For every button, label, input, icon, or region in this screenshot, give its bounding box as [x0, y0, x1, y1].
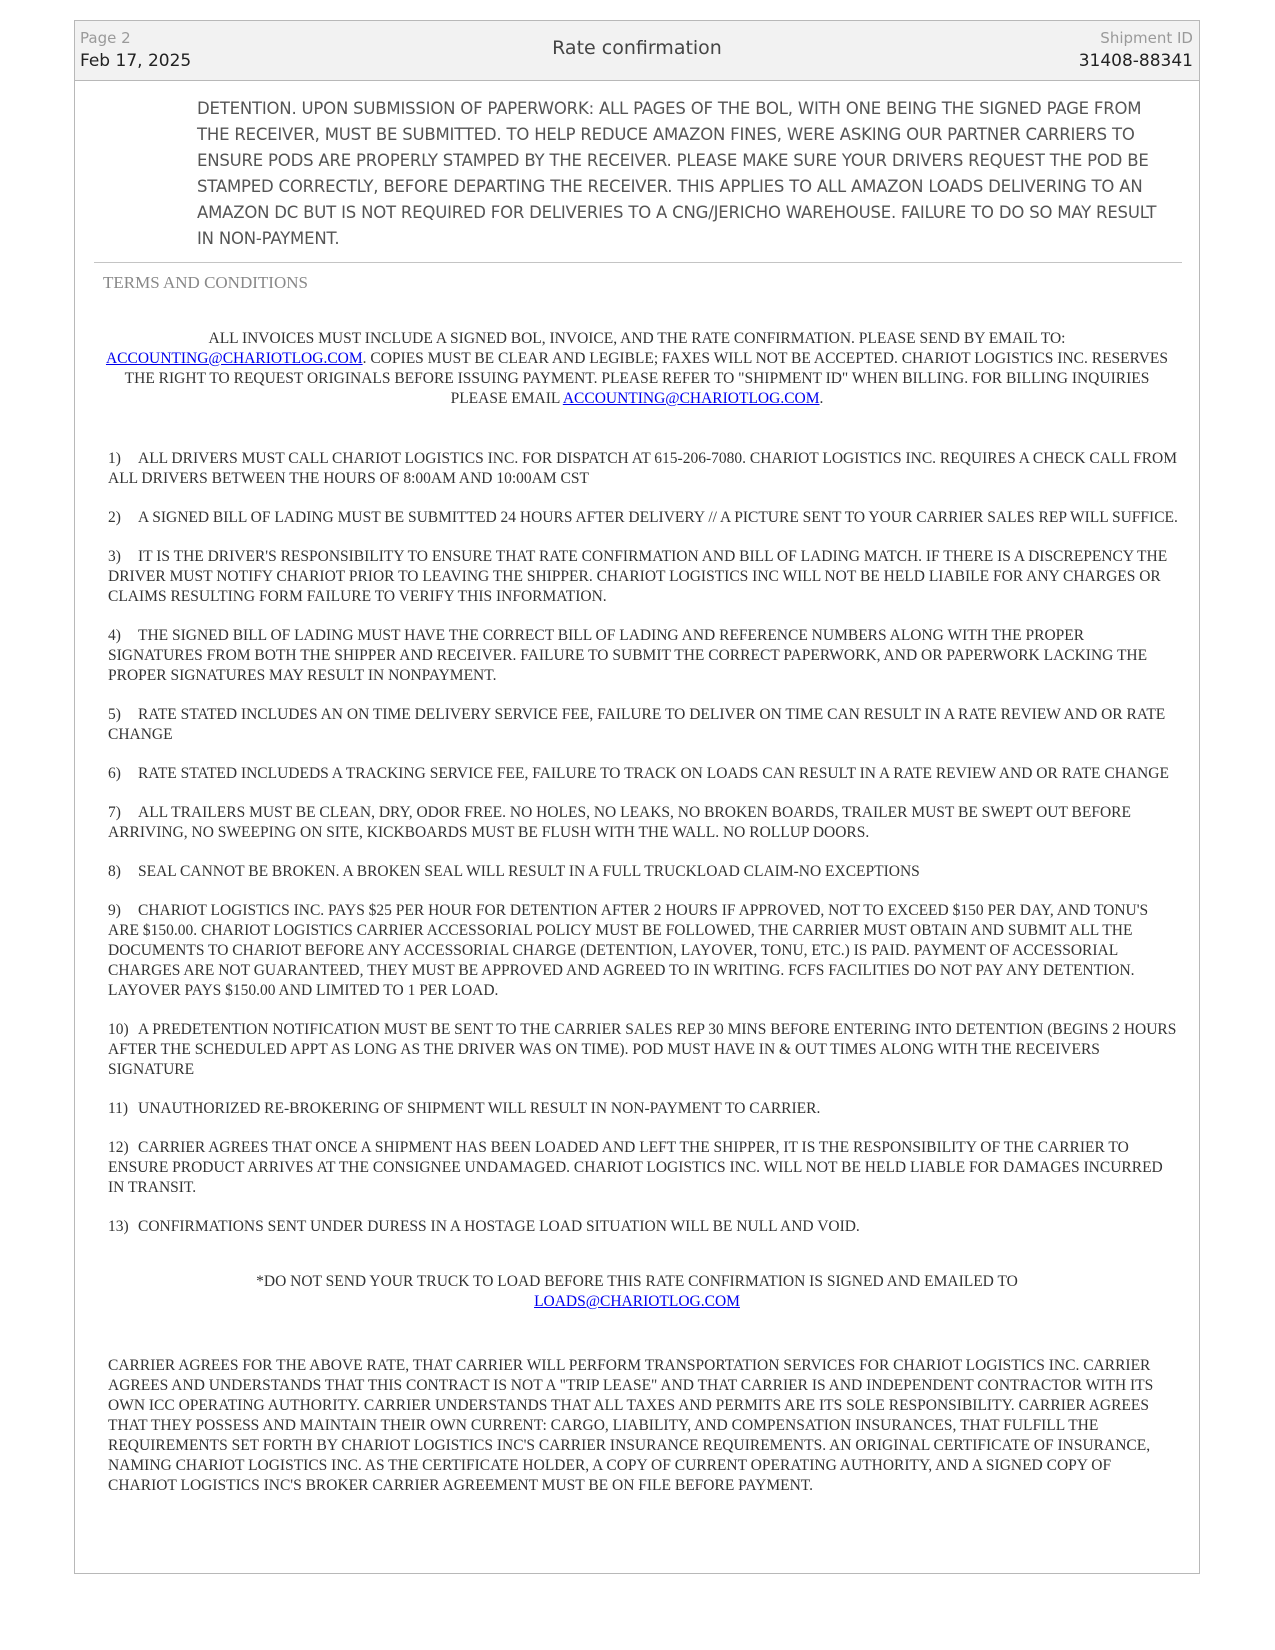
invoice-text-3: .	[819, 390, 824, 407]
term-text: ALL TRAILERS MUST BE CLEAN, DRY, ODOR FREE. NO HOLES, NO LEAKS, NO BROKEN BOARDS, TRAILER MUST BE SWEPT OUT BEFORE ARRIVING, NO SWEEPING ON SITE, KICKBOARDS MUST BE FLUSH WITH THE WALL. NO ROLLUP DOORS.	[108, 804, 1131, 841]
detention-instructions: DETENTION. UPON SUBMISSION OF PAPERWORK: ALL PAGES OF THE BOL, WITH ONE BEING THE SIGNED PAGE FROM THE RECEIVER, MUST BE SUBMITTED. TO HELP REDUCE AMAZON FINES, WERE ASKING OUR PARTNER CARRIERS TO ENSURE PODS ARE PROPERLY STAMPED BY THE RECEIVER. PLEASE MAKE SURE YOUR DRIVERS REQUEST THE POD BE STAMPED CORRECTLY, BEFORE DEPARTING THE RECEIVER. THIS APPLIES TO ALL AMAZON LOADS DELIVERING TO AN AMAZON DC BUT IS NOT REQUIRED FOR DELIVERIES TO A CNG/JERICHO WAREHOUSE. FAILURE TO DO SO MAY RESULT IN NON-PAYMENT.	[197, 99, 1157, 248]
term-number: 5)	[108, 706, 121, 723]
terms-heading: TERMS AND CONDITIONS	[103, 273, 308, 292]
load-warning-text: *DO NOT SEND YOUR TRUCK TO LOAD BEFORE THIS RATE CONFIRMATION IS SIGNED AND EMAILED TO	[256, 1273, 1018, 1290]
terms-list	[108, 449, 1179, 1237]
term-number: 2)	[108, 509, 121, 526]
page-number: Page 2	[80, 29, 131, 47]
carrier-agreement: CARRIER AGREES FOR THE ABOVE RATE, THAT CARRIER WILL PERFORM TRANSPORTATION SERVICES FOR CHARIOT LOGISTICS INC. CARRIER AGREES AND UNDERSTANDS THAT THIS CONTRACT IS NOT A "TRIP LEASE" AND THAT CARRIER IS AND INDEPENDENT CONTRACTOR WITH ITS OWN ICC OPERATING AUTHORITY. CARRIER UNDERSTANDS THAT ALL TAXES AND PERMITS ARE ITS SOLE RESPONSIBILITY. CARRIER AGREES THAT THEY POSSESS AND MAINTAIN THEIR OWN CURRENT: CARGO, LIABILITY, AND COMPENSATION INSURANCES, THAT FULFILL THE REQUIREMENTS SET FORTH BY CHARIOT LOGISTICS INC'S CARRIER INSURANCE REQUIREMENTS. AN ORIGINAL CERTIFICATE OF INSURANCE, NAMING CHARIOT LOGISTICS INC. AS THE CERTIFICATE HOLDER, A COPY OF CURRENT OPERATING AUTHORITY, AND A SIGNED COPY OF CHARIOT LOGISTICS INC'S BROKER CARRIER AGREEMENT MUST BE ON FILE BEFORE PAYMENT.	[108, 1357, 1154, 1494]
term-text: RATE STATED INCLUDES AN ON TIME DELIVERY SERVICE FEE, FAILURE TO DELIVER ON TIME CAN RESULT IN A RATE REVIEW AND OR RATE CHANGE	[108, 706, 1166, 743]
term-item	[108, 626, 1179, 686]
shipment-id-label: Shipment ID	[1100, 29, 1193, 47]
term-item	[108, 862, 1179, 882]
term-number: 11)	[108, 1100, 129, 1117]
term-text: ALL DRIVERS MUST CALL CHARIOT LOGISTICS INC. FOR DISPATCH AT 615-206-7080. CHARIOT LOGISTICS INC. REQUIRES A CHECK CALL FROM ALL DRIVERS BETWEEN THE HOURS OF 8:00AM AND 10:00AM CST	[108, 450, 1178, 487]
term-text: CARRIER AGREES THAT ONCE A SHIPMENT HAS BEEN LOADED AND LEFT THE SHIPPER, IT IS THE RESPONSIBILITY OF THE CARRIER TO ENSURE PRODUCT ARRIVES AT THE CONSIGNEE UNDAMAGED. CHARIOT LOGISTICS INC. WILL NOT BE HELD LIABLE FOR DAMAGES INCURRED IN TRANSIT.	[108, 1139, 1163, 1196]
term-text: A PREDETENTION NOTIFICATION MUST BE SENT TO THE CARRIER SALES REP 30 MINS BEFORE ENTERING INTO DETENTION (BEGINS 2 HOURS AFTER THE SCHEDULED APPT AS LONG AS THE DRIVER WAS ON TIME). POD MUST HAVE IN & OUT TIMES ALONG WITH THE RECEIVERS SIGNATURE	[108, 1021, 1177, 1078]
header-right	[1079, 28, 1193, 74]
term-number: 12)	[108, 1139, 129, 1156]
term-item	[108, 1217, 1179, 1237]
invoice-text-2: . COPIES MUST BE CLEAR AND LEGIBLE; FAXES WILL NOT BE ACCEPTED. CHARIOT LOGISTICS INC. RESERVES THE RIGHT TO REQUEST ORIGINALS BEFORE ISSUING PAYMENT. PLEASE REFER TO "SHIPMENT ID" WHEN BILLING. FOR BILLING INQUIRIES PLEASE EMAIL	[124, 350, 1169, 407]
page-header	[75, 21, 1199, 81]
document-page	[74, 20, 1200, 1574]
term-item	[108, 764, 1179, 784]
load-warning	[103, 1272, 1171, 1312]
term-text: RATE STATED INCLUDEDS A TRACKING SERVICE FEE, FAILURE TO TRACK ON LOADS CAN RESULT IN A RATE REVIEW AND OR RATE CHANGE	[138, 765, 1169, 782]
document-date: Feb 17, 2025	[80, 51, 192, 71]
term-item	[108, 1020, 1179, 1080]
term-item	[108, 1138, 1179, 1198]
term-text: UNAUTHORIZED RE-BROKERING OF SHIPMENT WILL RESULT IN NON-PAYMENT TO CARRIER.	[138, 1100, 821, 1117]
term-item	[108, 508, 1179, 528]
term-number: 9)	[108, 902, 121, 919]
document-title: Rate confirmation	[552, 37, 722, 59]
term-text: CHARIOT LOGISTICS INC. PAYS $25 PER HOUR FOR DETENTION AFTER 2 HOURS IF APPROVED, NOT TO EXCEED $150 PER DAY, AND TONU'S ARE $150.00. CHARIOT LOGISTICS CARRIER ACCESSORIAL POLICY MUST BE FOLLOWED, THE CARRIER MUST OBTAIN AND SUBMIT ALL THE DOCUMENTS TO CHARIOT BEFORE ANY ACCESSORIAL CHARGE (DETENTION, LAYOVER, TONU, ETC.) IS PAID. PAYMENT OF ACCESSORIAL CHARGES ARE NOT GUARANTEED, THEY MUST BE APPROVED AND AGREED TO IN WRITING. FCFS FACILITIES DO NOT PAY ANY DETENTION. LAYOVER PAYS $150.00 AND LIMITED TO 1 PER LOAD.	[108, 902, 1149, 999]
term-number: 6)	[108, 765, 121, 782]
term-text: A SIGNED BILL OF LADING MUST BE SUBMITTED 24 HOURS AFTER DELIVERY // A PICTURE SENT TO YOUR CARRIER SALES REP WILL SUFFICE.	[138, 509, 1178, 526]
term-number: 4)	[108, 627, 121, 644]
term-item	[108, 547, 1179, 607]
section-divider	[94, 262, 1182, 263]
term-item	[108, 803, 1179, 843]
term-item	[108, 1099, 1179, 1119]
term-number: 13)	[108, 1218, 129, 1235]
term-number: 10)	[108, 1021, 129, 1038]
term-text: CONFIRMATIONS SENT UNDER DURESS IN A HOSTAGE LOAD SITUATION WILL BE NULL AND VOID.	[138, 1218, 860, 1235]
term-item	[108, 901, 1179, 1001]
term-item	[108, 705, 1179, 745]
term-text: IT IS THE DRIVER'S RESPONSIBILITY TO ENSURE THAT RATE CONFIRMATION AND BILL OF LADING MATCH. IF THERE IS A DISCREPENCY THE DRIVER MUST NOTIFY CHARIOT PRIOR TO LEAVING THE SHIPPER. CHARIOT LOGISTICS INC WILL NOT BE HELD LIABILE FOR ANY CHARGES OR CLAIMS RESULTING FORM FAILURE TO VERIFY THIS INFORMATION.	[108, 548, 1168, 605]
term-item	[108, 449, 1179, 489]
term-number: 1)	[108, 450, 121, 467]
shipment-id-value: 31408-88341	[1078, 51, 1193, 71]
accounting-email-link[interactable]: ACCOUNTING@CHARIOTLOG.COM	[105, 350, 363, 367]
term-number: 3)	[108, 548, 121, 565]
loads-email-link[interactable]: LOADS@CHARIOTLOG.COM	[534, 1293, 740, 1310]
term-text: THE SIGNED BILL OF LADING MUST HAVE THE CORRECT BILL OF LADING AND REFERENCE NUMBERS ALONG WITH THE PROPER SIGNATURES FROM BOTH THE SHIPPER AND RECEIVER. FAILURE TO SUBMIT THE CORRECT PAPERWORK, AND OR PAPERWORK LACKING THE PROPER SIGNATURES MAY RESULT IN NONPAYMENT.	[108, 627, 1148, 684]
invoice-instructions	[103, 329, 1171, 409]
term-number: 7)	[108, 804, 121, 821]
billing-email-link[interactable]: ACCOUNTING@CHARIOTLOG.COM	[562, 390, 820, 407]
term-text: SEAL CANNOT BE BROKEN. A BROKEN SEAL WILL RESULT IN A FULL TRUCKLOAD CLAIM-NO EXCEPTIONS	[138, 863, 920, 880]
invoice-text-1: ALL INVOICES MUST INCLUDE A SIGNED BOL, INVOICE, AND THE RATE CONFIRMATION. PLEASE SEND BY EMAIL TO:	[208, 330, 1066, 347]
term-number: 8)	[108, 863, 121, 880]
